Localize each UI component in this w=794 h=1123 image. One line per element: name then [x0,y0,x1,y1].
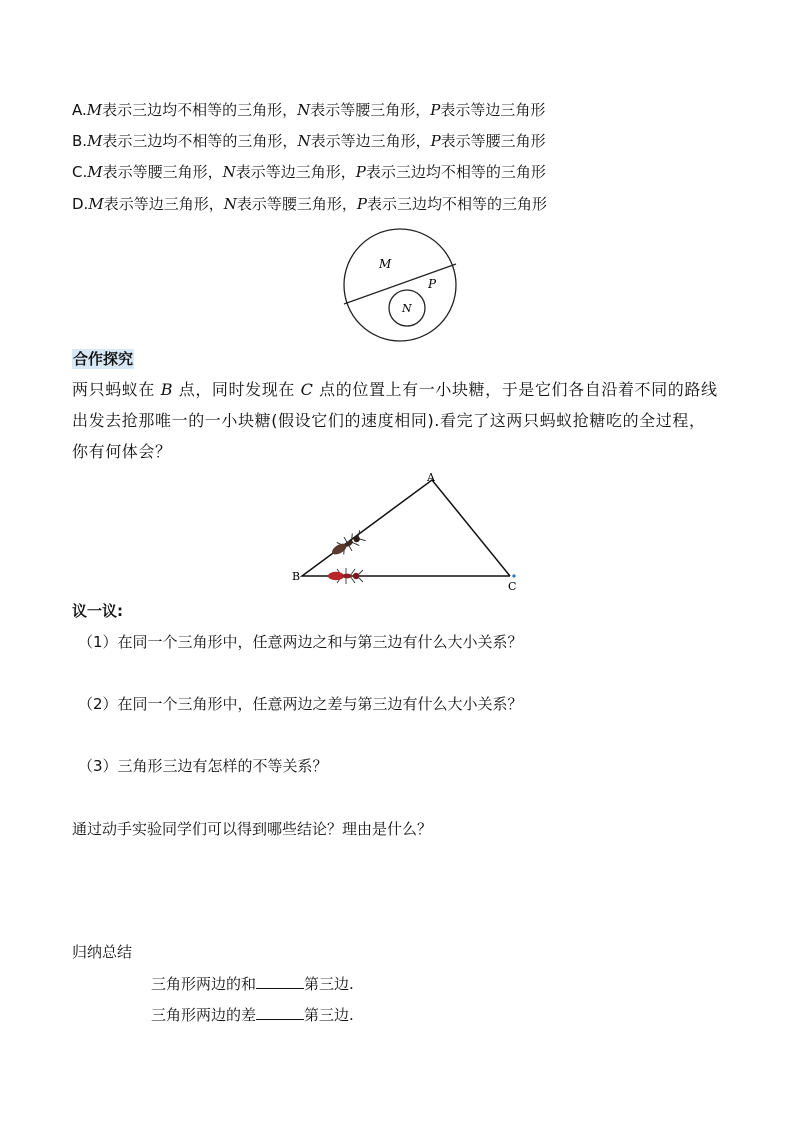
ant-lower-icon [328,568,363,584]
blank-1[interactable] [256,974,304,989]
option-d: D.M表示等边三角形，N表示等腰三角形，P表示三边均不相等的三角形 [72,195,547,213]
sugar-dot [512,574,515,577]
label-p: P [428,277,437,291]
label-m: M [379,257,392,271]
vertex-label-a: A [427,471,435,484]
triangle-ants-diagram [290,466,530,596]
dividing-line [344,264,456,304]
summary-title: 归纳总结 [72,943,133,961]
summary-line-1: 三角形两边的和 第三边. [151,975,354,993]
question-1: （1）在同一个三角形中，任意两边之和与第三边有什么大小关系？ [78,633,523,651]
option-a: A.M表示三边均不相等的三角形，N表示等腰三角形，P表示等边三角形 [72,101,546,119]
triangle-path [302,480,510,576]
set-circle-diagram [340,228,460,344]
label-n: N [402,302,412,315]
section-heading: 合作探究 [73,350,134,368]
experiment-question: 通过动手实验同学们可以得到哪些结论？理由是什么？ [72,820,433,838]
discuss-title: 议一议: [72,602,123,620]
problem-text: 两只蚂蚁在 B 点，同时发现在 C 点的位置上有一小块糖，于是它们各自沿着不同的路线出发去抢那唯一的一小块糖(假设它们的速度相同).看完了这两只蚂蚁抢糖吃的全过程，你有何体会？ [72,380,718,461]
question-3: （3）三角形三边有怎样的不等关系？ [78,757,328,775]
blank-2[interactable] [256,1005,304,1020]
vertex-label-c: C [508,580,517,593]
question-2: （2）在同一个三角形中，任意两边之差与第三边有什么大小关系？ [78,695,523,713]
option-c: C.M表示等腰三角形，N表示等边三角形，P表示三边均不相等的三角形 [72,163,546,181]
vertex-label-b: B [292,570,301,583]
option-b: B.M表示三边均不相等的三角形，N表示等边三角形，P表示等腰三角形 [72,132,546,150]
summary-line-2: 三角形两边的差 第三边. [151,1006,354,1024]
